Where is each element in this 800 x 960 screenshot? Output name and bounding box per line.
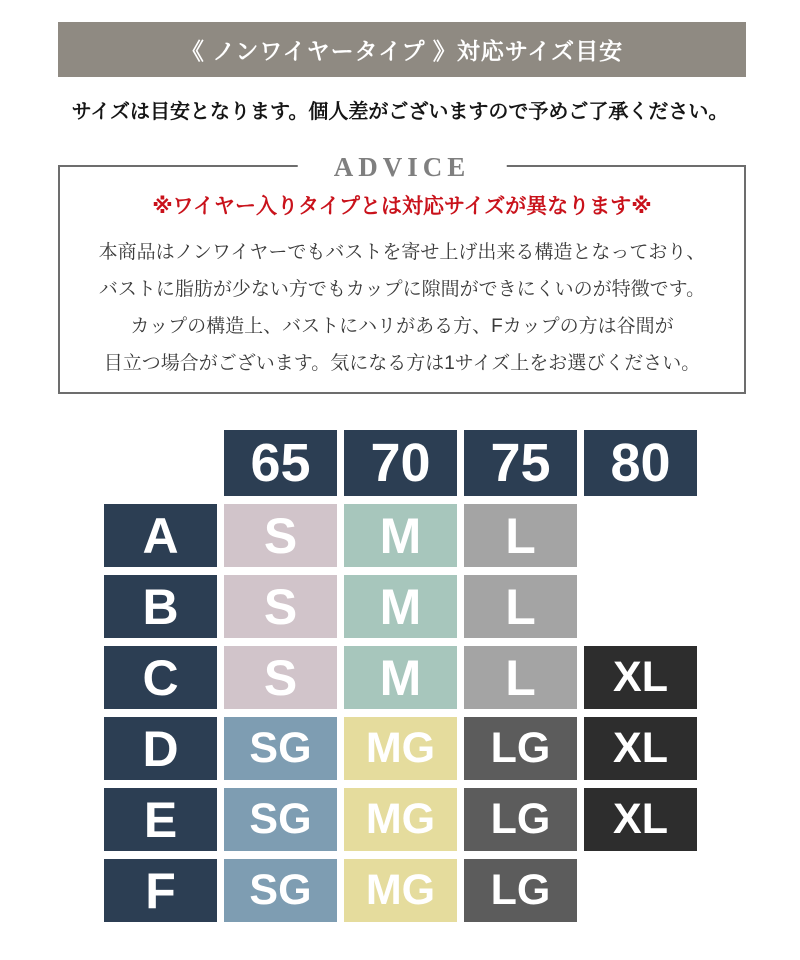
size-cell-F-75: LG	[464, 859, 577, 922]
size-cell-B-65: S	[224, 575, 337, 638]
advice-warning-text: ※ワイヤー入りタイプとは対応サイズが異なります※	[152, 195, 652, 218]
size-cell-E-70: MG	[344, 788, 457, 851]
advice-box	[58, 152, 746, 394]
advice-body-line: バストに脂肪が少ない方でもカップに隙間ができにくいのが特徴です。	[98, 279, 706, 300]
size-cell-D-80: XL	[584, 717, 697, 780]
size-cell-A-70: M	[344, 504, 457, 567]
table-corner-spacer	[104, 430, 217, 496]
size-cell-C-75: L	[464, 646, 577, 709]
advice-heading: ADVICE	[298, 150, 507, 184]
advice-body-line: カップの構造上、バストにハリがある方、Fカップの方は谷間が	[130, 316, 674, 337]
size-cell-E-65: SG	[224, 788, 337, 851]
empty-cell-A-80	[584, 504, 697, 567]
size-cell-C-80: XL	[584, 646, 697, 709]
page-title: 《 ノンワイヤータイプ 》対応サイズ目安	[180, 38, 624, 64]
cup-header-F: F	[104, 859, 217, 922]
size-cell-E-80: XL	[584, 788, 697, 851]
cup-header-A: A	[104, 504, 217, 567]
size-cell-A-75: L	[464, 504, 577, 567]
size-cell-C-70: M	[344, 646, 457, 709]
advice-body-text	[60, 234, 744, 382]
band-header-70: 70	[344, 430, 457, 496]
empty-cell-B-80	[584, 575, 697, 638]
cup-header-E: E	[104, 788, 217, 851]
empty-cell-F-80	[584, 859, 697, 922]
size-cell-D-70: MG	[344, 717, 457, 780]
size-cell-C-65: S	[224, 646, 337, 709]
cup-header-C: C	[104, 646, 217, 709]
band-header-80: 80	[584, 430, 697, 496]
size-cell-D-75: LG	[464, 717, 577, 780]
size-chart-table	[104, 430, 697, 922]
size-cell-A-65: S	[224, 504, 337, 567]
size-cell-D-65: SG	[224, 717, 337, 780]
band-header-75: 75	[464, 430, 577, 496]
cup-header-B: B	[104, 575, 217, 638]
size-cell-B-75: L	[464, 575, 577, 638]
size-cell-E-75: LG	[464, 788, 577, 851]
cup-header-D: D	[104, 717, 217, 780]
title-banner	[58, 22, 746, 77]
band-header-65: 65	[224, 430, 337, 496]
size-cell-F-65: SG	[224, 859, 337, 922]
size-cell-F-70: MG	[344, 859, 457, 922]
advice-body-line: 本商品はノンワイヤーでもバストを寄せ上げ出来る構造となっており、	[98, 242, 706, 263]
subtitle-note: サイズは目安となります。個人差がございますので予めご了承ください。	[71, 101, 729, 123]
size-cell-B-70: M	[344, 575, 457, 638]
advice-body-line: 目立つ場合がございます。気になる方は1サイズ上をお選びください。	[103, 353, 701, 374]
